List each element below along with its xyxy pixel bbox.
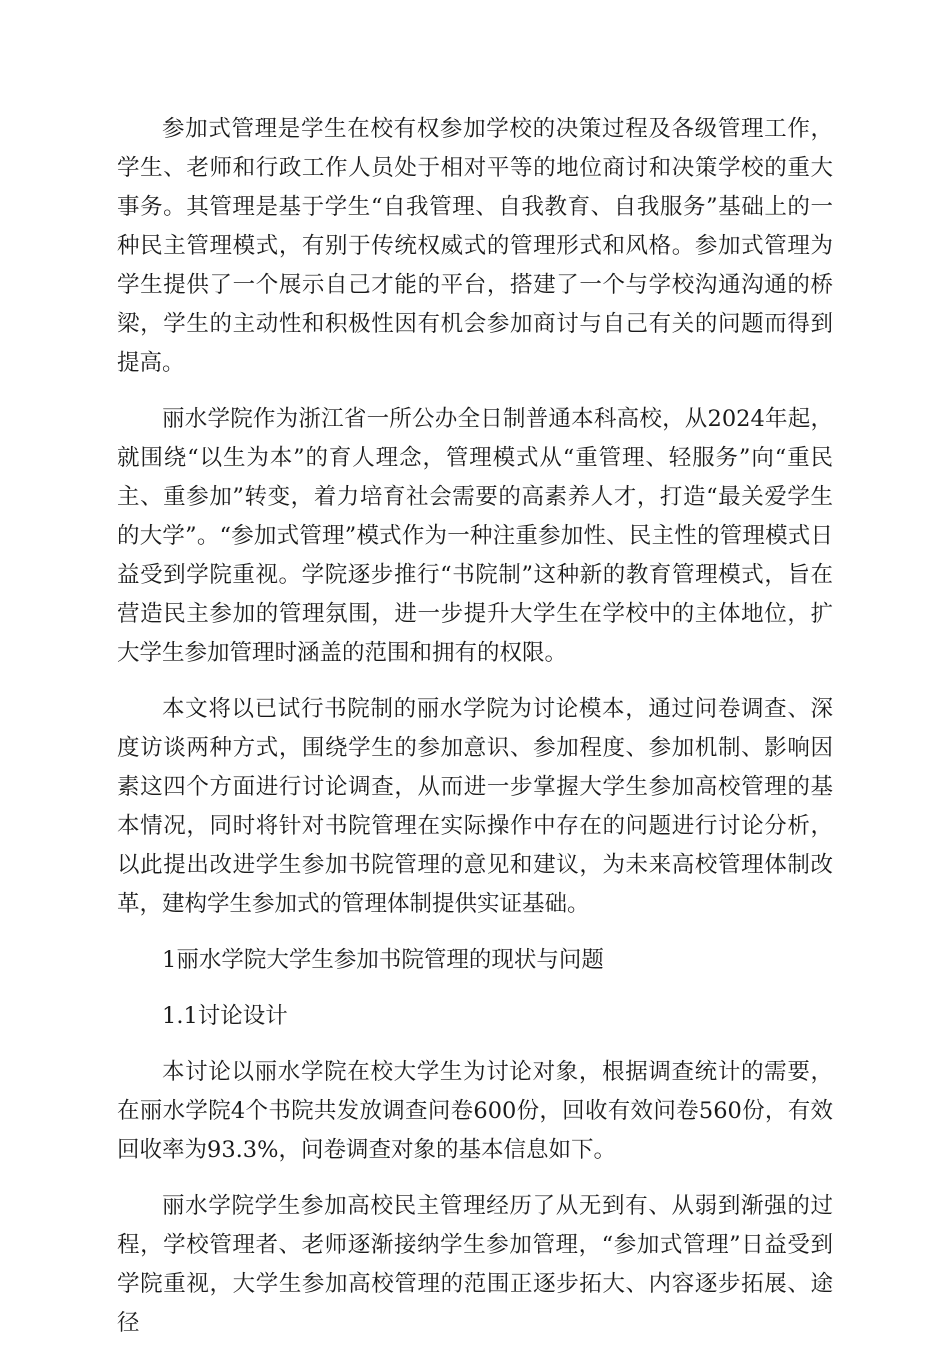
section-heading-1-1: 1.1讨论设计 (162, 1003, 288, 1029)
paragraph-research-purpose: 本文将以已试行书院制的丽水学院为讨论模本，通过问卷调查、深度访谈两种方式，围绕学生的参加意识、参加程度、参加机制、影响因素这四个方面进行讨论调查，从而进一步掌握大学生参加高校管理的基本情况，同时将针对书院管理在实际操作中存在的问题进行讨论分析，以此提出改进学生参加书院管理的意见和建议，为未来高校管理体制改革，建构学生参加式的管理体制提供实证基础。 (117, 696, 833, 917)
section-heading-1: 1丽水学院大学生参加书院管理的现状与问题 (162, 947, 604, 973)
paragraph-participation-history: 丽水学院学生参加高校民主管理经历了从无到有、从弱到渐强的过程，学校管理者、老师逐渐接纳学生参加管理，“参加式管理”日益受到学院重视，大学生参加高校管理的范围正逐步拓大、内容逐步拓展、途径 (117, 1193, 833, 1336)
paragraph-participatory-management: 参加式管理是学生在校有权参加学校的决策过程及各级管理工作，学生、老师和行政工作人员处于相对平等的地位商讨和决策学校的重大事务。其管理是基于学生“自我管理、自我教育、自我服务”基础上的一种民主管理模式，有别于传统权威式的管理形式和风格。参加式管理为学生提供了一个展示自己才能的平台，搭建了一个与学校沟通沟通的桥梁，学生的主动性和积极性因有机会参加商讨与自己有关的问题而得到提高。 (117, 116, 833, 376)
document-page (117, 110, 833, 1360)
paragraph-lishui-college: 丽水学院作为浙江省一所公办全日制普通本科高校，从2024年起，就围绕“以生为本”的育人理念，管理模式从“重管理、轻服务”向“重民主、重参加”转变，着力培育社会需要的高素养人才，打造“最关爱学生的大学”。“参加式管理”模式作为一种注重参加性、民主性的管理模式日益受到学院重视。学院逐步推行“书院制”这种新的教育管理模式，旨在营造民主参加的管理氛围，进一步提升大学生在学校中的主体地位，扩大学生参加管理时涵盖的范围和拥有的权限。 (117, 406, 833, 666)
paragraph-survey-design: 本讨论以丽水学院在校大学生为讨论对象，根据调查统计的需要，在丽水学院4个书院共发放调查问卷600份，回收有效问卷560份，有效回收率为93.3%，问卷调查对象的基本信息如下。 (117, 1059, 833, 1163)
